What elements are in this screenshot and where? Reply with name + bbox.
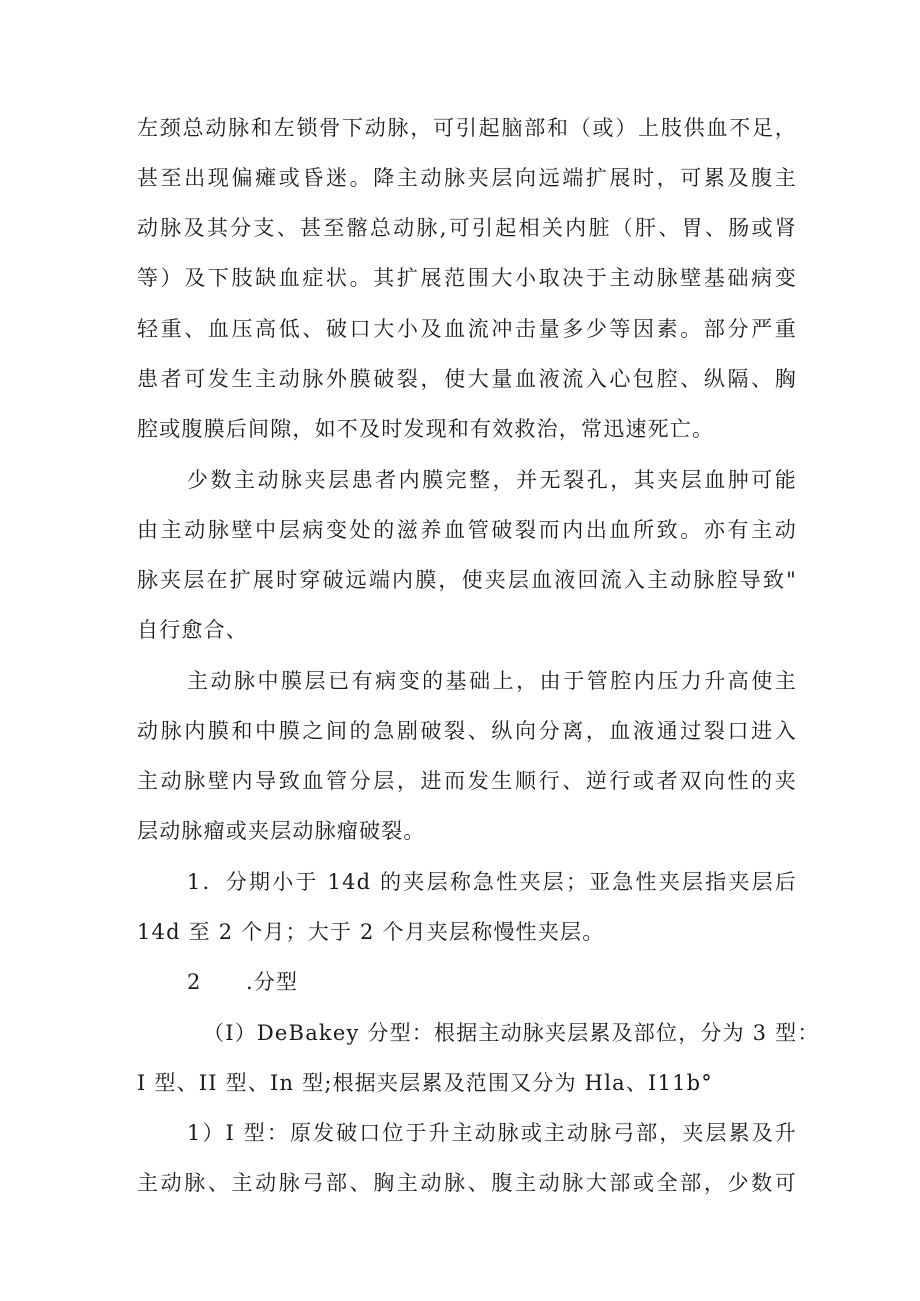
text-line: 患者可发生主动脉外膜破裂，使大量血液流入心包腔、纵隔、胸 [137, 367, 797, 391]
text-line: 层动脉瘤或夹层动脉瘤破裂。 [137, 819, 426, 843]
section-heading-classification: 2 .分型 [187, 970, 299, 994]
text-line: 主动脉壁内导致血管分层，进而发生顺行、逆行或者双向性的夹 [137, 769, 797, 793]
text-line: 动脉及其分支、甚至髂总动脉,可引起相关内脏（肝、胃、肠或肾 [137, 216, 797, 240]
list-item-debakey: （I）DeBakey 分型：根据主动脉夹层累及部位，分为 3 型： [203, 1021, 820, 1045]
list-item-staging: 1．分期小于 14d 的夹层称急性夹层；亚急性夹层指夹层后 [187, 870, 797, 894]
text-line: 自行愈合、 [137, 618, 248, 642]
text-line: 左颈总动脉和左锁骨下动脉，可引起脑部和（或）上肢供血不足， [137, 116, 797, 140]
text-line: 轻重、血压高低、破口大小及血流冲击量多少等因素。部分严重 [137, 317, 797, 341]
text-line: 主动脉、主动脉弓部、胸主动脉、腹主动脉大部或全部，少数可 [137, 1171, 797, 1195]
text-line: 动脉内膜和中膜之间的急剧破裂、纵向分离，血液通过裂口进入 [137, 719, 797, 743]
text-line: 腔或腹膜后间隙，如不及时发现和有效救治，常迅速死亡。 [137, 417, 715, 441]
paragraph-first-line: 少数主动脉夹层患者内膜完整，并无裂孔，其夹层血肿可能 [187, 468, 797, 492]
text-line: 由主动脉壁中层病变处的滋养血管破裂而内出血所致。亦有主动 [137, 518, 797, 542]
list-item-type-one: 1）I 型：原发破口位于升主动脉或主动脉弓部，夹层累及升 [187, 1121, 797, 1145]
text-line: 等）及下肢缺血症状。其扩展范围大小取决于主动脉壁基础病变 [137, 266, 797, 290]
text-line: 14d 至 2 个月；大于 2 个月夹层称慢性夹层。 [137, 920, 605, 944]
text-line: 脉夹层在扩展时穿破远端内膜，使夹层血液回流入主动脉腔导致" [137, 568, 797, 592]
text-line: I 型、II 型、In 型;根据夹层累及范围又分为 Hla、I11b° [137, 1071, 713, 1095]
paragraph-first-line: 主动脉中膜层已有病变的基础上，由于管腔内压力升高使主 [187, 669, 797, 693]
text-line: 甚至出现偏瘫或昏迷。降主动脉夹层向远端扩展时，可累及腹主 [137, 166, 797, 190]
